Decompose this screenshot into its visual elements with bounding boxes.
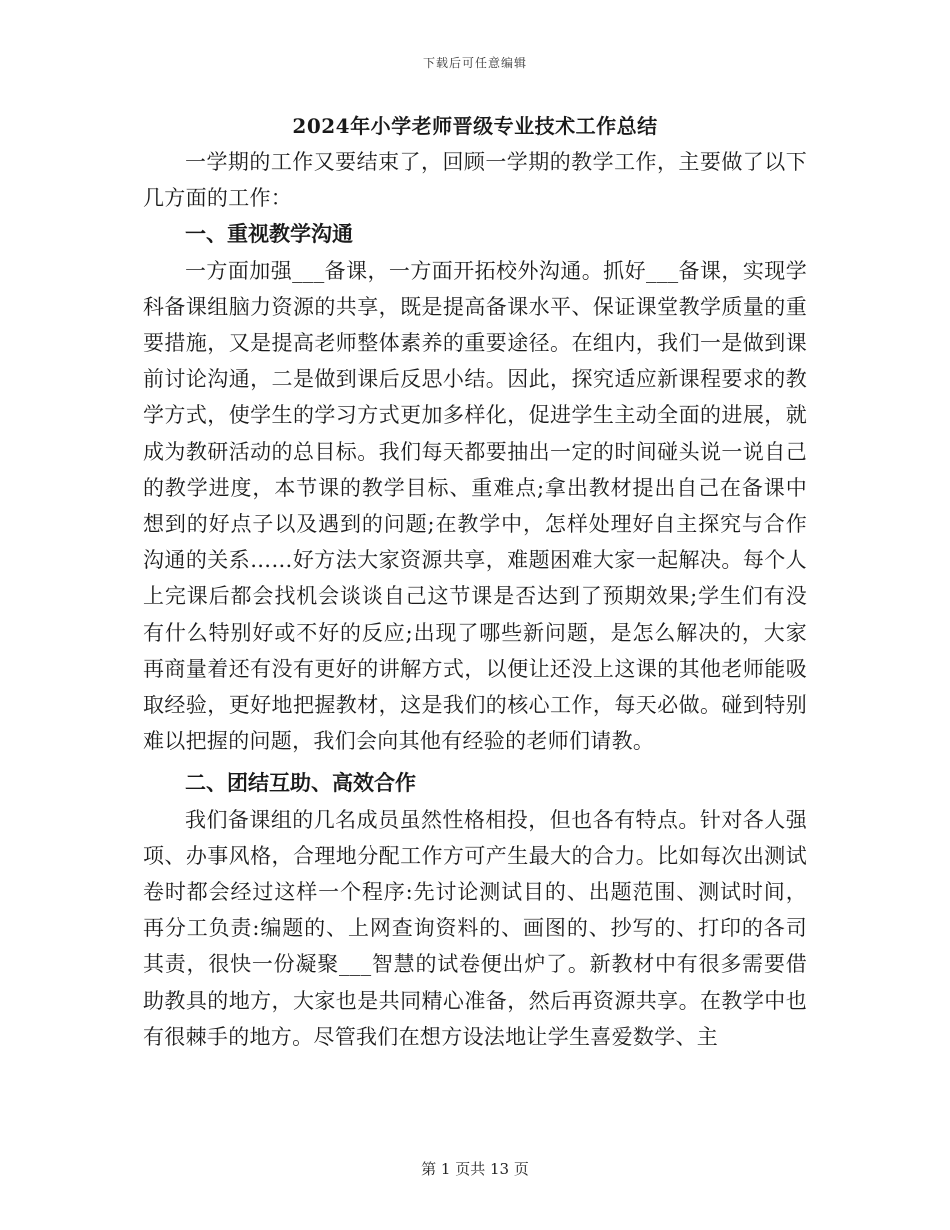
intro-paragraph: 一学期的工作又要结束了，回顾一学期的教学工作，主要做了以下几方面的工作： [143,150,807,211]
section-body-1: 一方面加强___备课，一方面开拓校外沟通。抓好___备课，实现学科备课组脑力资源的共享，既是提高备课水平、保证课堂教学质量的重要措施，又是提高老师整体素养的重要途径。在组内，我们一是做到课前讨论沟通，二是做到课后反思小结。因此，探究适应新课程要求的教学方式，使学生的学习方式更加多样化，促进学生主动全面的进展，就成为教研活动的总目标。我们每天都要抽出一定的时间碰头说一说自己的教学进度，本节课的教学目标、重难点;拿出教材提出自己在备课中想到的好点子以及遇到的问题;在教学中，怎样处理好自主探究与合作沟通的关系……好方法大家资源共享，难题困难大家一起解决。每个人上完课后都会找机会谈谈自己这节课是否达到了预期效果;学生们有没有什么特别好或不好的反应;出现了哪些新问题，是怎么解决的，大家再商量着还有没有更好的讲解方式，以便让还没上这课的其他老师能吸取经验，更好地把握教材，这是我们的核心工作，每天必做。碰到特别难以把握的问题，我们会向其他有经验的老师们请教。 [143,258,807,754]
document-page [143,108,807,1055]
document-title: 2024年小学老师晋级专业技术工作总结 [292,114,658,138]
page-number: 第 1 页共 13 页 [421,1160,529,1178]
section-heading-2: 二、团结互助、高效合作 [185,771,416,796]
section-heading-1: 一、重视教学沟通 [185,222,353,247]
header-note: 下载后可任意编辑 [422,56,527,70]
section-body-2: 我们备课组的几名成员虽然性格相投，但也各有特点。针对各人强项、办事风格，合理地分配工作方可产生最大的合力。比如每次出测试卷时都会经过这样一个程序:先讨论测试目的、出题范围、测试时间，再分工负责:编题的、上网查询资料的、画图的、抄写的、打印的各司其责，很快一份凝聚___智慧的试卷便出炉了。新教材中有很多需要借助教具的地方，大家也是共同精心准备，然后再资源共享。在教学中也有很棘手的地方。尽管我们在想方设法地让学生喜爱数学、主 [143,807,807,1049]
